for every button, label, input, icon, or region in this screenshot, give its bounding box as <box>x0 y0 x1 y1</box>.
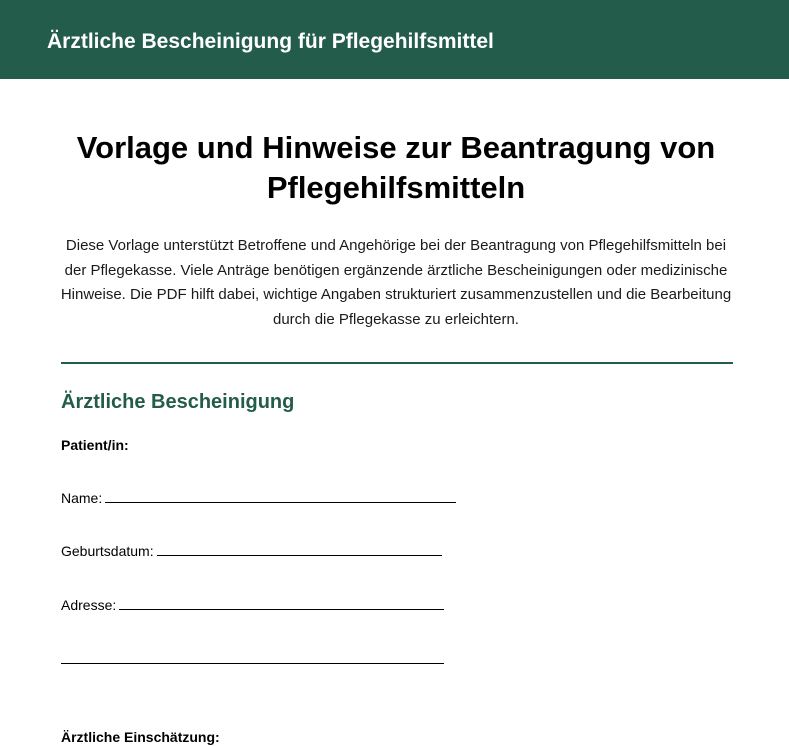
address-fill-line[interactable] <box>119 597 444 610</box>
document-title: Vorlage und Hinweise zur Beantragung von Pflegehilfsmitteln <box>76 130 716 205</box>
intro-paragraph: Diese Vorlage unterstützt Betroffene und Angehörige bei der Beantragung von Pflegehilfsmitteln bei der Pflegekasse. Viele Anträge benötigen ergänzende ärztliche Bescheinigungen oder medizinische Hinweise. Die PDF hilft dabei, wichtige Angaben strukturiert zusammenzustellen und die Bearbeitung durch die Pflegekasse zu erleichtern. <box>60 237 732 328</box>
birthdate-field <box>61 542 442 560</box>
name-label: Name: <box>61 490 103 506</box>
name-fill-line[interactable] <box>105 490 456 503</box>
header-title: Ärztliche Bescheinigung für Pflegehilfsmittel <box>47 30 494 53</box>
birthdate-label: Geburtsdatum: <box>61 543 154 559</box>
address-label: Adresse: <box>61 597 117 613</box>
section-heading: Ärztliche Bescheinigung <box>61 391 295 413</box>
address-second-line[interactable] <box>61 663 444 664</box>
name-field <box>61 489 456 507</box>
section-divider <box>61 362 733 364</box>
assessment-label: Ärztliche Einschätzung: <box>61 729 220 745</box>
address-field <box>61 596 444 614</box>
patient-label: Patient/in: <box>61 437 129 453</box>
header-bar <box>0 0 789 79</box>
birthdate-fill-line[interactable] <box>157 543 442 556</box>
